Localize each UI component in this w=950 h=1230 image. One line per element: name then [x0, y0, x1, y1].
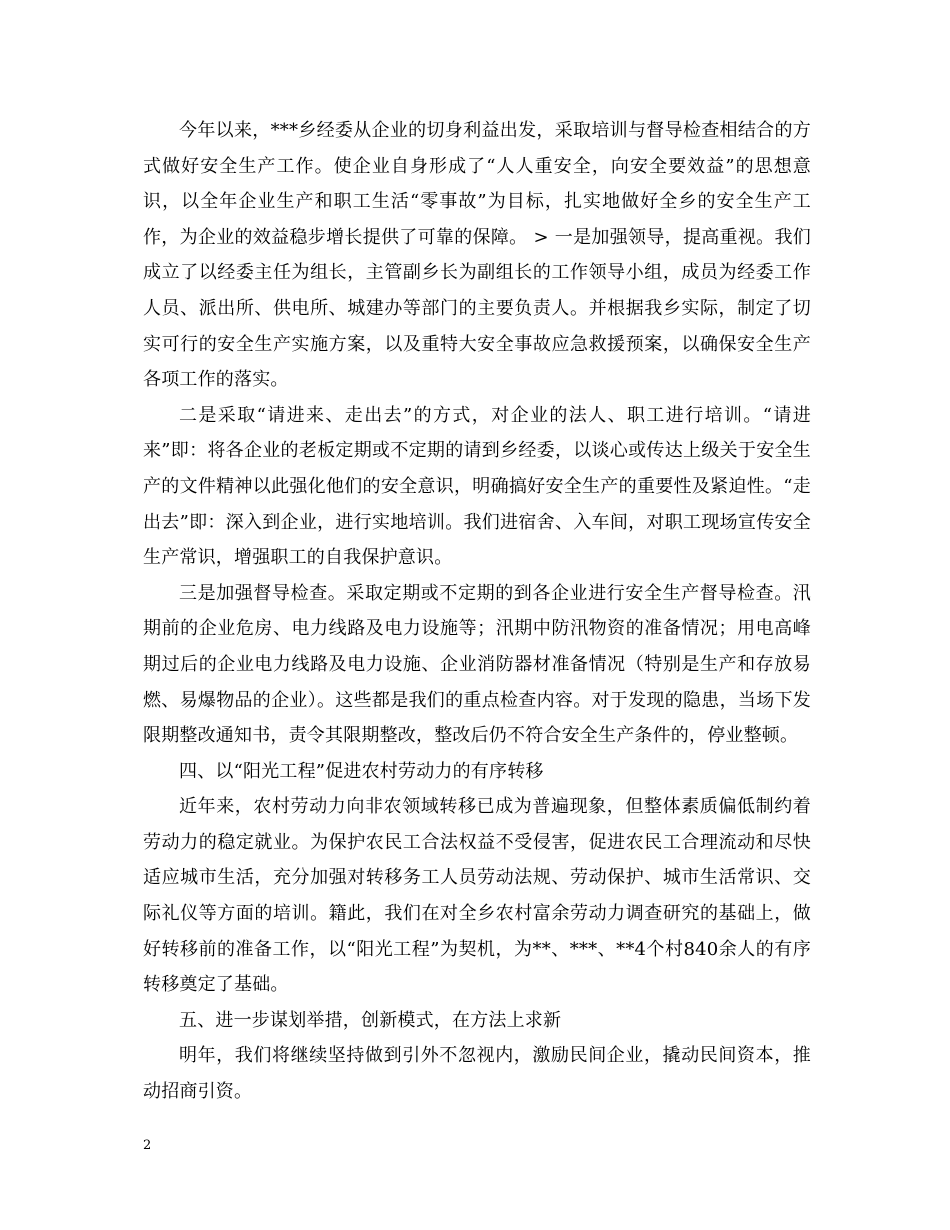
paragraph-training: 二是采取“请进来、走出去”的方式，对企业的法人、职工进行培训。“请进来”即：将各企业的老板定期或不定期的请到乡经委，以谈心或传达上级关于安全生产的文件精神以此强化他们的安全意识，明确搞好安全生产的重要性及紧迫性。“走出去”即：深入到企业，进行实地培训。我们进宿舍、入车间，对职工现场宣传安全生产常识，增强职工的自我保护意识。: [143, 404, 811, 569]
page-number: 2: [143, 1138, 152, 1153]
document-body: [143, 113, 811, 1110]
paragraph-safety-intro: 今年以来，***乡经委从企业的切身利益出发，采取培训与督导检查相结合的方式做好安全生产工作。使企业自身形成了“人人重安全，向安全要效益”的思想意识，以全年企业生产和职工生活“零事故”为目标，扎实地做好全乡的安全生产工作，为企业的效益稳步增长提供了可靠的保障。 > 一是加强领导，提高重视。我们成立了以经委主任为组长，主管副乡长为副组长的工作领导小组，成员为经委工作人员、派出所、供电所、城建办等部门的主要负责人。并根据我乡实际，制定了切实可行的安全生产实施方案，以及重特大安全事故应急救援预案，以确保安全生产各项工作的落实。: [143, 120, 811, 391]
paragraph-inspection: 三是加强督导检查。采取定期或不定期的到各企业进行安全生产督导检查。汛期前的企业危房、电力线路及电力设施等；汛期中防汛物资的准备情况；用电高峰期过后的企业电力线路及电力设施、企业消防器材准备情况（特别是生产和存放易燃、易爆物品的企业）。这些都是我们的重点检查内容。对于发现的隐患，当场下发限期整改通知书，责令其限期整改，整改后仍不符合安全生产条件的，停业整顿。: [143, 582, 811, 747]
section-heading-innovation: 五、进一步谋划举措，创新模式，在方法上求新: [179, 1009, 562, 1031]
section-heading-sunshine-project: 四、以“阳光工程”促进农村劳动力的有序转移: [179, 760, 544, 782]
paragraph-next-year: 明年，我们将继续坚持做到引外不忽视内，激励民间企业，撬动民间资本，推动招商引资。: [143, 1045, 811, 1103]
paragraph-labor-transfer: 近年来，农村劳动力向非农领域转移已成为普遍现象，但整体素质偏低制约着劳动力的稳定就业。为保护农民工合法权益不受侵害，促进农民工合理流动和尽快适应城市生活，充分加强对转移务工人员劳动法规、劳动保护、城市生活常识、交际礼仪等方面的培训。籍此，我们在对全乡农村富余劳动力调查研究的基础上，做好转移前的准备工作，以“阳光工程”为契机，为**、***、**4个村840余人的有序转移奠定了基础。: [143, 796, 811, 996]
